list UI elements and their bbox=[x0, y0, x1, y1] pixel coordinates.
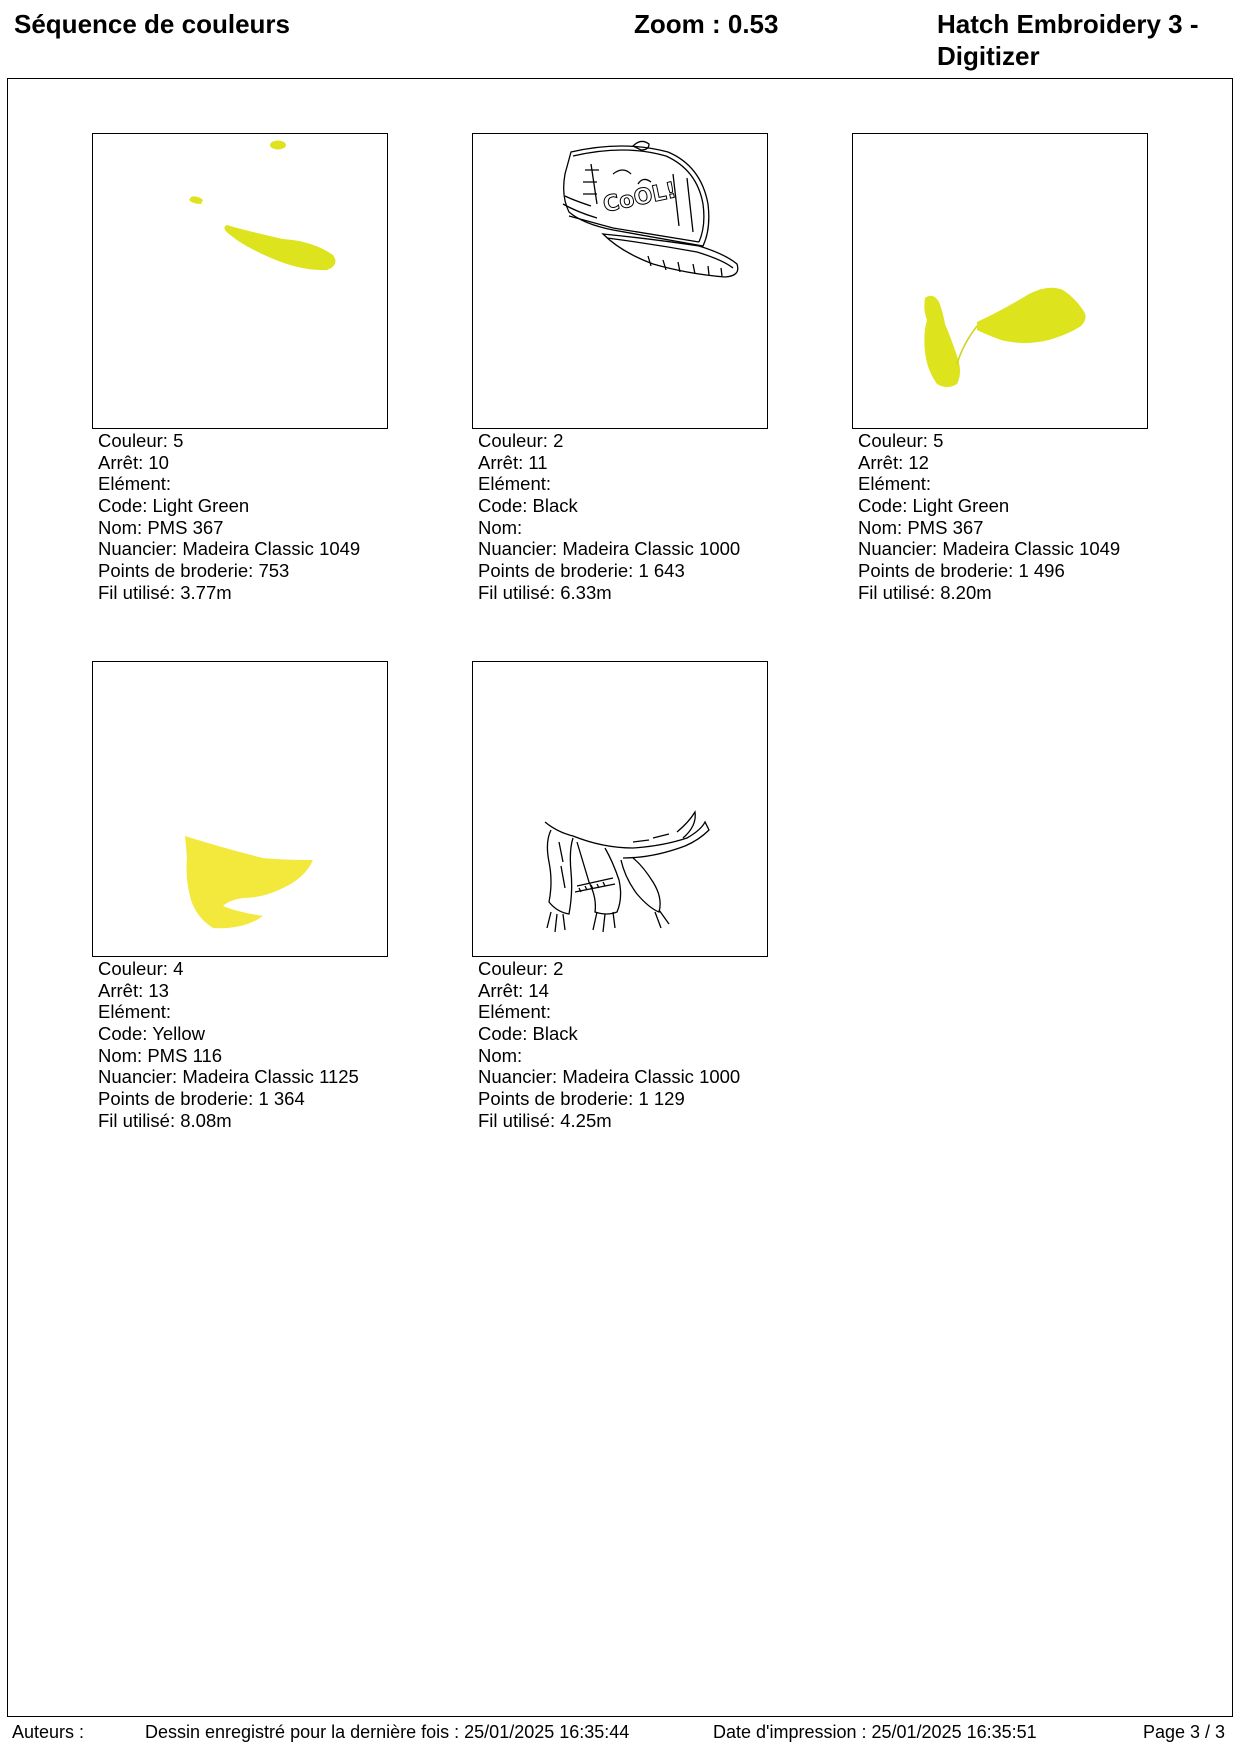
stop-details: Couleur: 2 Arrêt: 11 Elément: Code: Black Nom: Nuancier: Madeira Classic 1000 Points de broderie: 1 643 Fil utilisé: 6.33m bbox=[478, 430, 741, 603]
yellow-shape-preview bbox=[93, 662, 387, 956]
stop-details: Couleur: 4 Arrêt: 13 Elément: Code: Yellow Nom: PMS 116 Nuancier: Madeira Classic 1125 Points de broderie: 1 364 Fil utilisé: 8.08m bbox=[98, 958, 359, 1131]
authors-label: Auteurs : bbox=[12, 1722, 85, 1742]
light-green-shapes-preview bbox=[93, 134, 387, 428]
application-name: Hatch Embroidery 3 - Digitizer bbox=[937, 9, 1199, 71]
last-saved-date: Dessin enregistré pour la dernière fois : 25/01/2025 16:35:44 bbox=[145, 1722, 630, 1742]
stitch-preview bbox=[92, 661, 388, 957]
page-footer bbox=[0, 1722, 1241, 1752]
cap-outline-preview bbox=[473, 134, 767, 428]
stitch-preview bbox=[852, 133, 1148, 429]
stop-details: Couleur: 2 Arrêt: 14 Elément: Code: Black Nom: Nuancier: Madeira Classic 1000 Points de broderie: 1 129 Fil utilisé: 4.25m bbox=[478, 958, 741, 1131]
svg-text:CoOL!: CoOL! bbox=[600, 178, 679, 218]
light-green-shapes-preview bbox=[853, 134, 1147, 428]
stop-details: Couleur: 5 Arrêt: 10 Elément: Code: Light Green Nom: PMS 367 Nuancier: Madeira Classic 1049 Points de broderie: 753 Fil utilisé: 3.77m bbox=[98, 430, 361, 603]
stitch-preview bbox=[92, 133, 388, 429]
stop-details: Couleur: 5 Arrêt: 12 Elément: Code: Light Green Nom: PMS 367 Nuancier: Madeira Classic 1049 Points de broderie: 1 496 Fil utilisé: 8.20m bbox=[858, 430, 1121, 603]
report-title: Séquence de couleurs bbox=[14, 9, 290, 39]
color-sequence-frame bbox=[7, 78, 1233, 1717]
print-date: Date d'impression : 25/01/2025 16:35:51 bbox=[713, 1722, 1037, 1742]
page-number: Page 3 / 3 bbox=[1143, 1722, 1226, 1742]
zoom-level: Zoom : 0.53 bbox=[634, 9, 779, 39]
scarf-outline-preview bbox=[473, 662, 767, 956]
stitch-preview bbox=[472, 661, 768, 957]
stitch-preview bbox=[472, 133, 768, 429]
